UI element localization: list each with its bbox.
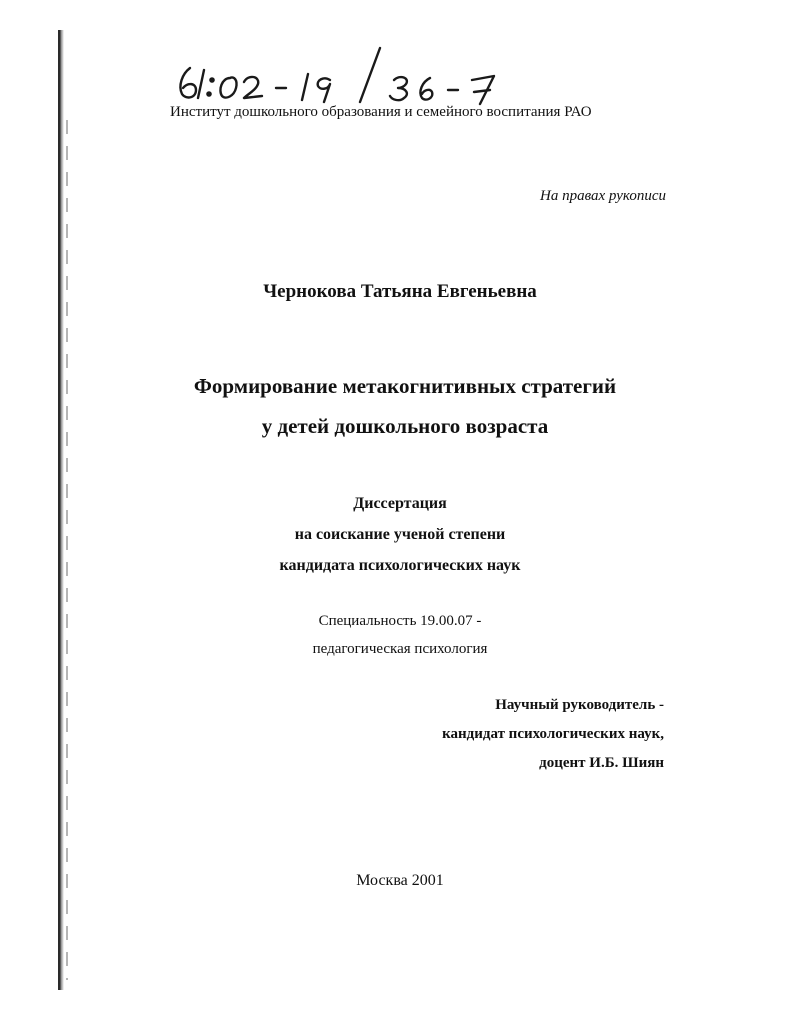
dissertation-title-line-1: Формирование метакогнитивных стратегий <box>193 374 617 398</box>
author-name: Чернокова Татьяна Евгеньевна <box>263 281 537 302</box>
scan-binding-edge <box>58 30 64 990</box>
degree-line-2: кандидата психологических наук <box>279 557 521 574</box>
dissertation-title-line-2: у детей дошкольного возраста <box>261 414 549 438</box>
supervisor-degree: кандидат психологических наук, <box>442 726 664 742</box>
handwritten-archive-number <box>168 40 528 110</box>
rights-note: На правах рукописи <box>540 188 666 204</box>
specialty-name: педагогическая психология <box>312 641 488 657</box>
supervisor-label: Научный руководитель - <box>495 697 664 713</box>
scan-binding-shadow <box>66 120 68 980</box>
degree-line-1: на соискание ученой степени <box>294 526 506 543</box>
work-type: Диссертация <box>353 495 447 512</box>
specialty-code: Специальность 19.00.07 - <box>318 613 482 629</box>
supervisor-name: доцент И.Б. Шиян <box>539 755 664 771</box>
city-year: Москва 2001 <box>356 872 444 889</box>
institute-name: Институт дошкольного образования и семейного воспитания РАО <box>170 104 592 120</box>
handwritten-archive-number-image <box>168 40 528 110</box>
